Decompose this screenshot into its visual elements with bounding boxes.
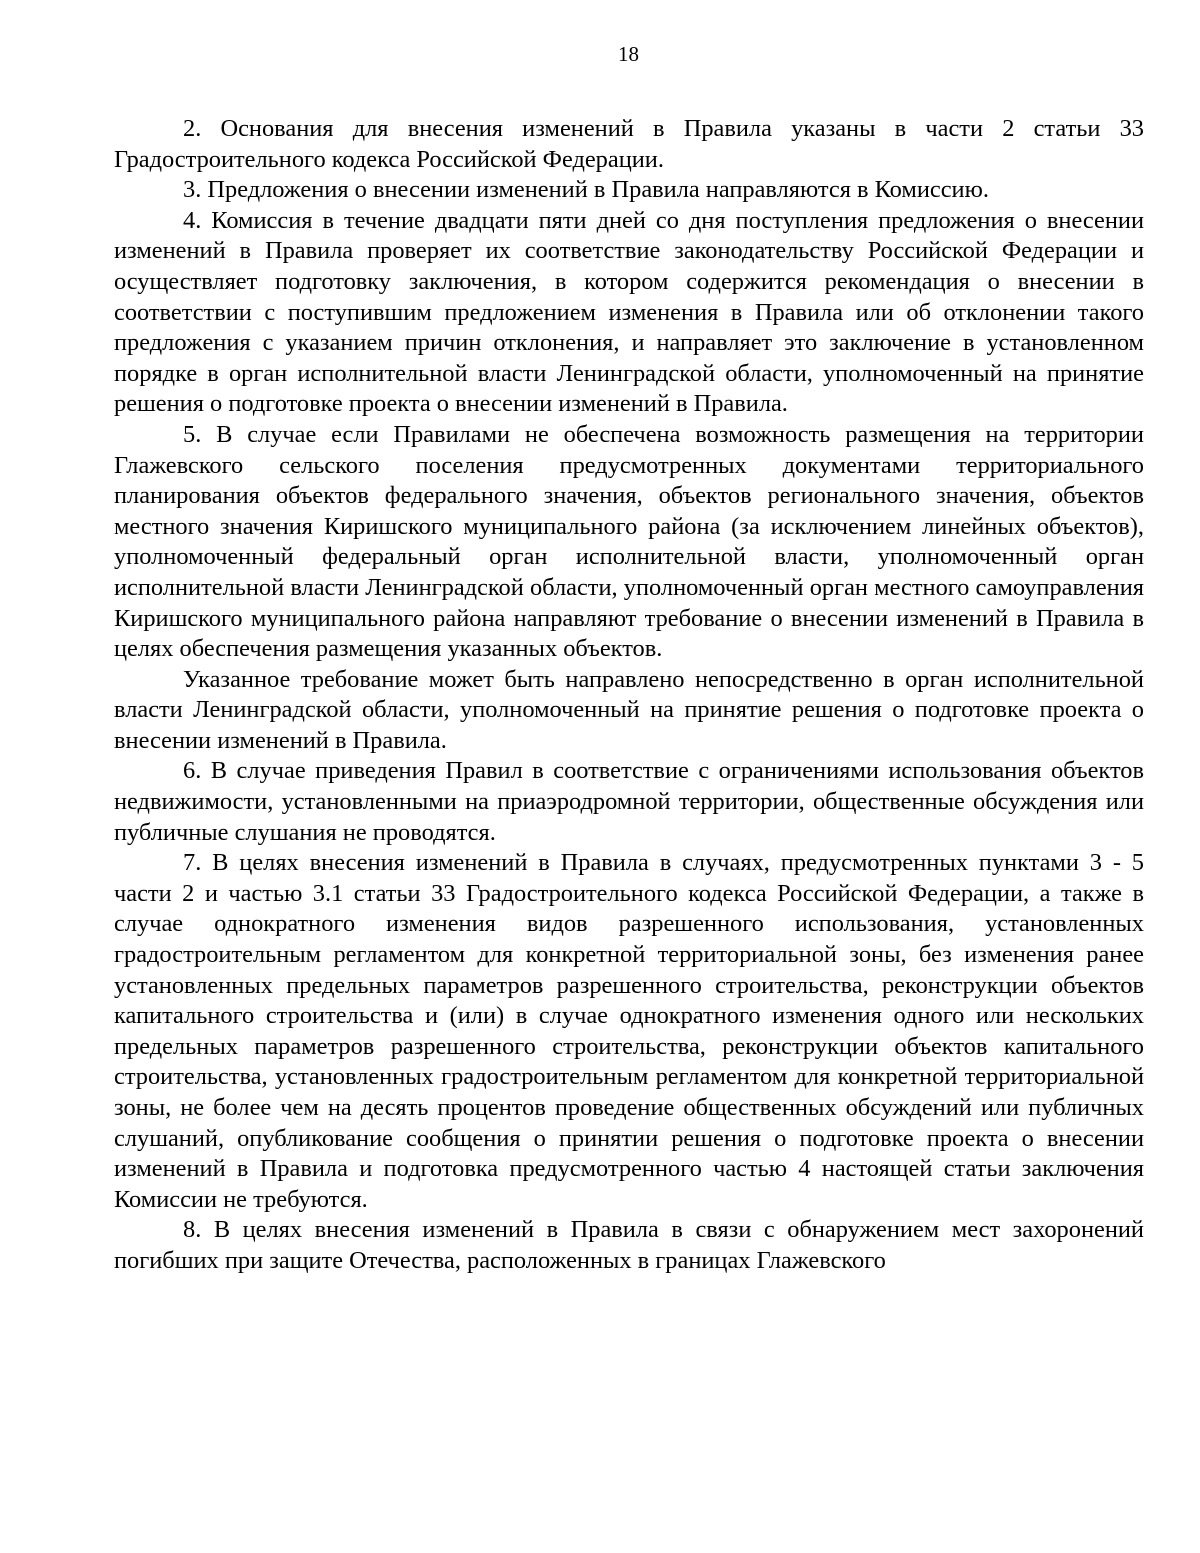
paragraph-5-continuation: Указанное требование может быть направлено непосредственно в орган исполнительной власти Ленинградской области, уполномоченный на принятие решения о подготовке проекта о внесении изменений в Правила. [114, 665, 1144, 754]
paragraph-4: 4. Комиссия в течение двадцати пяти дней со дня поступления предложения о внесении изменений в Правила проверяет их соответствие законодательству Российской Федерации и осуществляет подготовку заключения, в котором содержится рекомендация о внесении в соответствии с поступившим предложением изменения в Правила или об отклонении такого предложения с указанием причин отклонения, и направляет это заключение в установленном порядке в орган исполнительной власти Ленинградской области, уполномоченный на принятие решения о подготовке проекта о внесении изменений в Правила. [114, 206, 1144, 418]
paragraph-2: 2. Основания для внесения изменений в Правила указаны в части 2 статьи 33 Градостроительного кодекса Российской Федерации. [114, 115, 1144, 173]
document-body [114, 114, 1144, 1277]
paragraph-8: 8. В целях внесения изменений в Правила в связи с обнаружением мест захоронений погибших при защите Отечества, расположенных в границах Глажевского [114, 1216, 1144, 1274]
paragraph-7: 7. В целях внесения изменений в Правила в случаях, предусмотренных пунктами 3 - 5 части 2 и частью 3.1 статьи 33 Градостроительного кодекса Российской Федерации, а также в случае однократного изменения видов разрешенного использования, установленных градостроительным регламентом для конкретной территориальной зоны, без изменения ранее установленных предельных параметров разрешенного строительства, реконструкции объектов капитального строительства и (или) в случае однократного изменения одного или нескольких предельных параметров разрешенного строительства, реконструкции объектов капитального строительства, установленных градостроительным регламентом для конкретной территориальной зоны, не более чем на десять процентов проведение общественных обсуждений или публичных слушаний, опубликование сообщения о принятии решения о подготовке проекта о внесении изменений в Правила и подготовка предусмотренного частью 4 настоящей статьи заключения Комиссии не требуются. [114, 849, 1144, 1213]
paragraph-3: 3. Предложения о внесении изменений в Правила направляются в Комиссию. [183, 176, 989, 204]
paragraph-6: 6. В случае приведения Правил в соответствие с ограничениями использования объектов недвижимости, установленными на приаэродромной территории, общественные обсуждения или публичные слушания не проводятся. [114, 757, 1144, 846]
page-number: 18 [618, 42, 639, 66]
paragraph-5: 5. В случае если Правилами не обеспечена возможность размещения на территории Глажевского сельского поселения предусмотренных документами территориального планирования объектов федерального значения, объектов регионального значения, объектов местного значения Киришского муниципального района (за исключением линейных объектов), уполномоченный федеральный орган исполнительной власти, уполномоченный орган исполнительной власти Ленинградской области, уполномоченный орган местного самоуправления Киришского муниципального района направляют требование о внесении изменений в Правила в целях обеспечения размещения указанных объектов. [114, 420, 1144, 663]
